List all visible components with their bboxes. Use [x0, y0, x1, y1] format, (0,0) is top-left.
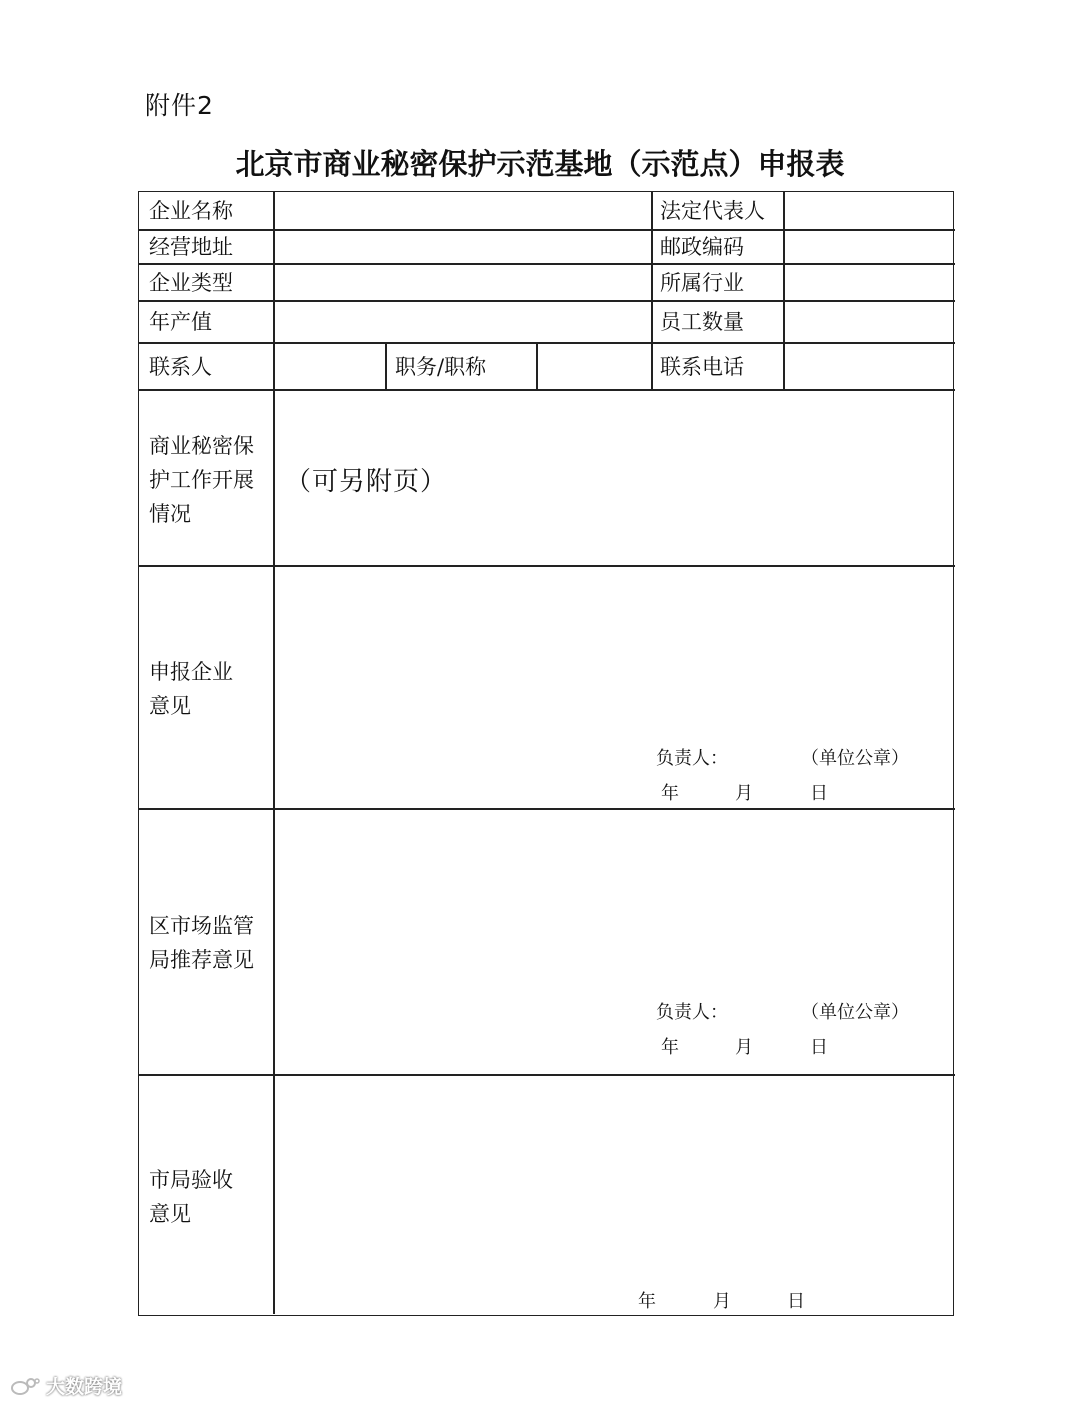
annual-output-field[interactable] [275, 301, 650, 342]
watermark-text: 大数跨境 [46, 1376, 123, 1398]
city-year-label: 年 [638, 1291, 656, 1312]
row-divider [139, 808, 955, 810]
contact-label: 联系人 [149, 355, 212, 379]
company-name-field[interactable] [275, 192, 650, 229]
work-situation-line2: 护工作开展 [149, 468, 254, 492]
position-field[interactable] [538, 343, 650, 389]
district-day-label: 日 [810, 1037, 828, 1058]
phone-label: 联系电话 [660, 355, 744, 379]
city-month-label: 月 [713, 1291, 731, 1312]
district-responsible-label: 负责人： [656, 1002, 728, 1023]
industry-field[interactable] [785, 264, 953, 300]
work-situation-label [149, 429, 254, 531]
address-field[interactable] [275, 230, 650, 263]
postal-code-field[interactable] [785, 230, 953, 263]
postal-code-label: 邮政编码 [660, 235, 744, 259]
district-opinion-line1: 区市场监管 [149, 914, 254, 938]
district-month-label: 月 [735, 1037, 753, 1058]
column-divider [385, 342, 387, 389]
watermark [10, 1372, 122, 1399]
row-divider [139, 389, 955, 391]
applicant-opinion-line1: 申报企业 [149, 660, 233, 684]
employee-count-label: 员工数量 [660, 310, 744, 334]
district-opinion-line2: 局推荐意见 [149, 948, 254, 972]
applicant-day-label: 日 [810, 783, 828, 804]
city-acceptance-label [149, 1163, 233, 1231]
district-year-label: 年 [661, 1037, 679, 1058]
row-divider [139, 1074, 955, 1076]
city-day-label: 日 [787, 1291, 805, 1312]
employee-count-field[interactable] [785, 301, 953, 342]
applicant-opinion-label [149, 655, 233, 723]
annual-output-label: 年产值 [149, 310, 212, 334]
attach-page-note: （可另附页） [285, 467, 448, 497]
form-title: 北京市商业秘密保护示范基地（示范点）申报表 [235, 147, 845, 181]
industry-label: 所属行业 [660, 271, 744, 295]
position-label: 职务/职称 [395, 355, 487, 379]
applicant-seal-label: （单位公章） [801, 748, 909, 769]
company-type-label: 企业类型 [149, 271, 233, 295]
applicant-responsible-label: 负责人： [656, 748, 728, 769]
applicant-month-label: 月 [735, 783, 753, 804]
applicant-opinion-line2: 意见 [149, 694, 191, 718]
work-situation-line1: 商业秘密保 [149, 434, 254, 458]
phone-field[interactable] [785, 343, 953, 389]
work-situation-line3: 情况 [149, 502, 191, 526]
column-divider [651, 192, 653, 389]
row-divider [139, 565, 955, 567]
application-form-table [138, 191, 954, 1316]
legal-rep-label: 法定代表人 [660, 199, 765, 223]
company-name-label: 企业名称 [149, 199, 233, 223]
contact-field[interactable] [275, 343, 384, 389]
district-seal-label: （单位公章） [801, 1002, 909, 1023]
district-opinion-label [149, 909, 254, 977]
company-type-field[interactable] [275, 264, 650, 300]
legal-rep-field[interactable] [785, 192, 953, 229]
address-label: 经营地址 [149, 235, 233, 259]
applicant-year-label: 年 [661, 783, 679, 804]
city-acceptance-line1: 市局验收 [149, 1168, 233, 1192]
attachment-label: 附件2 [145, 91, 214, 120]
city-acceptance-line2: 意见 [149, 1202, 191, 1226]
weibo-logo-icon [10, 1376, 40, 1396]
